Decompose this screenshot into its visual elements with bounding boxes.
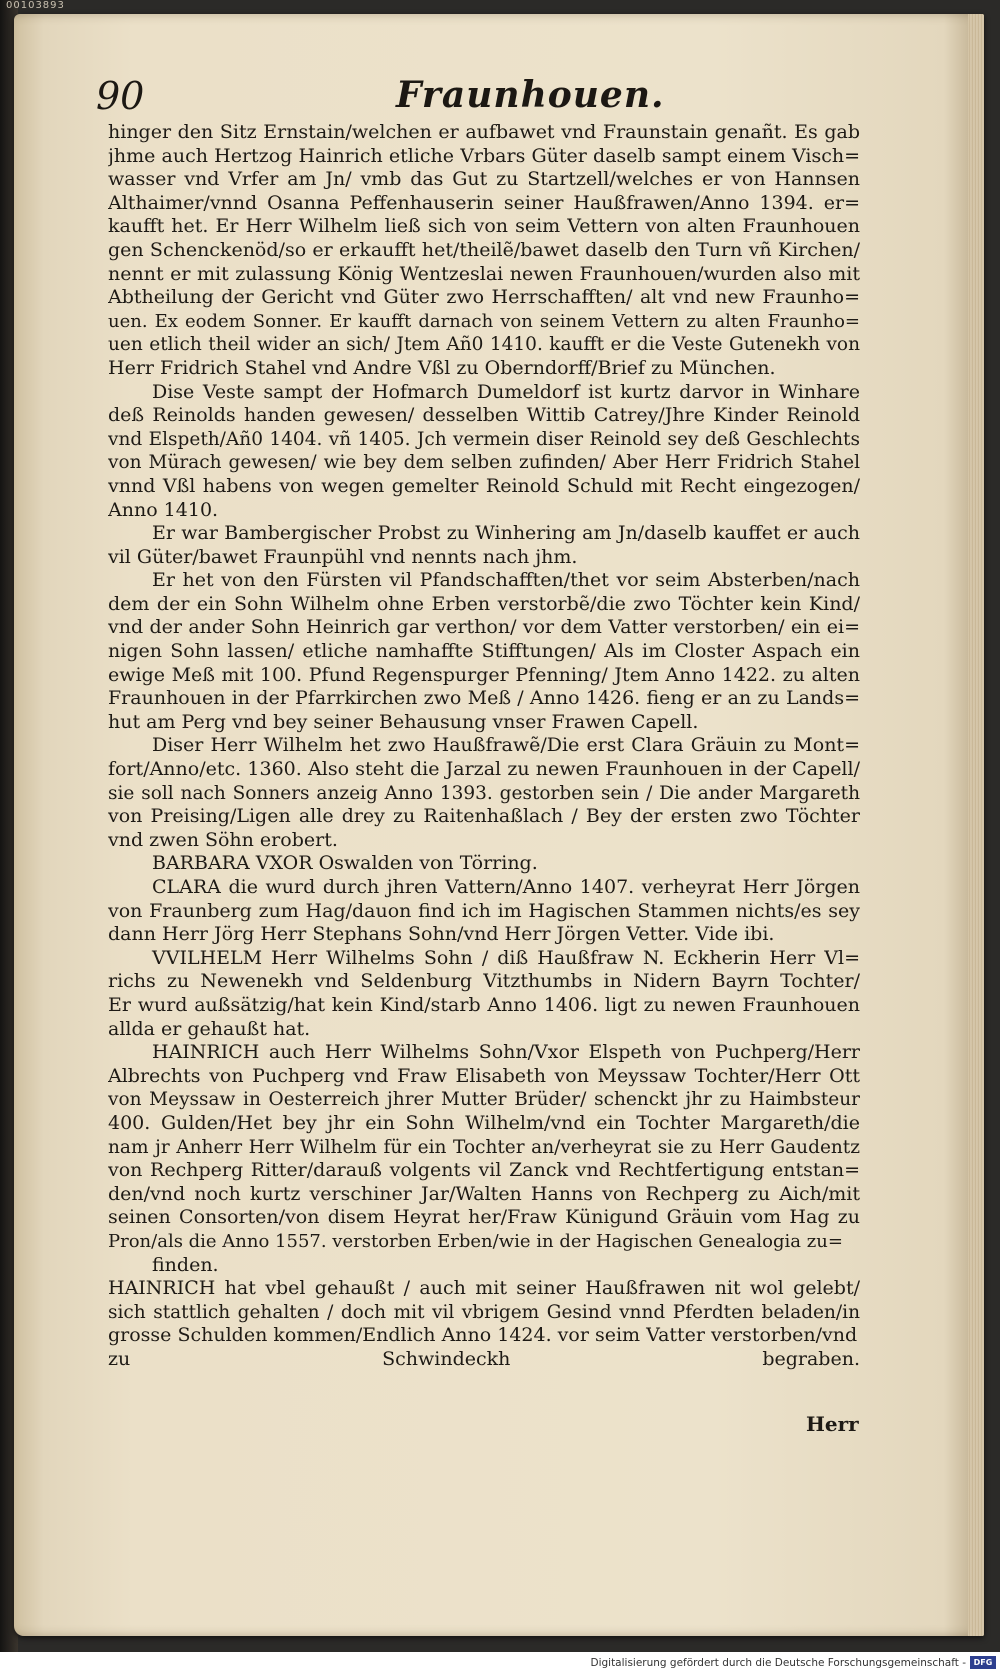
text-line: nam jr Anherr Herr Wilhelm für ein Tochter an/verheyrat sie zu Herr Gaudentz — [108, 1136, 860, 1158]
text-line: hut am Perg vnd bey seiner Behausung vnser Frawen Capell. — [108, 710, 699, 733]
text-line: grosse Schulden kommen/Endlich Anno 1424. vor seim Vatter verstorben/vnd — [108, 1324, 858, 1347]
text-line: von Fraunberg zum Hag/dauon find ich im Hagischen Stammen nichts/es sey — [108, 899, 860, 922]
text-line: finden. — [152, 1253, 219, 1276]
text-line: vnd zwen Söhn erobert. — [108, 828, 338, 851]
dfg-logo: DFG — [970, 1656, 996, 1669]
text-line: vnnd Vßl habens von wegen gemelter Reinold Schuld mit Recht eingezogen/ — [108, 474, 860, 497]
text-line: den/vnd noch kurtz verschiner Jar/Walten Hanns von Rechperg zu Aich/mit — [108, 1182, 860, 1205]
text-line: Althaimer/vnnd Osanna Peffenhauserin seiner Haußfrawen/Anno 1394. er= — [108, 191, 860, 214]
text-line: Dise Veste sampt der Hofmarch Dumeldorf ist kurtz darvor in Winhare — [152, 380, 860, 403]
text-line: hinger den Sitz Ernstain/welchen er aufbawet vnd Fraunstain genañt. Es gab — [108, 121, 860, 143]
text-line: 400. Gulden/Het bey jhr ein Sohn Wilhelm/vnd ein Tochter Margareth/die — [108, 1111, 860, 1134]
text-line: Herr Fridrich Stahel vnd Andre Vßl zu Oberndorff/Brief zu München. — [108, 356, 776, 379]
text-line: zu Schwindeckh begraben. — [108, 1347, 860, 1370]
text-line: Pron/als die Anno 1557. verstorben Erben/wie in der Hagischen Genealogia zu= — [108, 1230, 843, 1252]
text-line: BARBARA VXOR Oswalden von Törring. — [152, 852, 538, 875]
running-title: Fraunhouen. — [396, 74, 665, 116]
digitization-footer — [0, 1652, 1000, 1674]
text-line: HAINRICH auch Herr Wilhelms Sohn/Vxor Elspeth von Puchperg/Herr — [152, 1041, 860, 1064]
page-edge — [968, 14, 984, 1636]
text-line: von Preising/Ligen alle drey zu Raitenhaßlach / Bey der ersten zwo Töchter — [108, 805, 860, 828]
text-line: Abtheilung der Gericht vnd Güter zwo Herrschafften/ alt vnd new Fraunho= — [108, 286, 860, 309]
footer-credit: Digitalisierung gefördert durch die Deutsche Forschungsgemeinschaft - — [590, 1657, 966, 1669]
text-line: richs zu Newenekh vnd Seldenburg Vitzthumbs in Nidern Bayrn Tochter/ — [108, 970, 860, 993]
text-line: dann Herr Jörg Herr Stephans Sohn/vnd Herr Jörgen Vetter. Vide ibi. — [108, 923, 775, 946]
text-line: kaufft het. Er Herr Wilhelm ließ sich von seim Vettern von alten Fraunhouen — [108, 215, 860, 238]
page-number: 90 — [96, 74, 145, 118]
text-line: allda er gehaußt hat. — [108, 1017, 311, 1040]
text-line: dem der ein Sohn Wilhelm ohne Erben verstorbẽ/die zwo Töchter kein Kind/ — [108, 592, 860, 615]
text-line: Diser Herr Wilhelm het zwo Haußfrawẽ/Die erst Clara Gräuin zu Mont= — [152, 734, 860, 757]
text-line: uen etlich theil wider an sich/ Jtem Añ0 1410. kaufft er die Veste Gutenekh von — [108, 334, 860, 356]
text-line: Albrechts von Puchperg vnd Fraw Elisabeth von Meyssaw Tochter/Herr Ott — [108, 1064, 860, 1087]
text-line: wasser vnd Vrfer am Jn/ vmb das Gut zu Startzell/welches er von Hannsen — [108, 168, 860, 191]
text-line: Anno 1410. — [108, 498, 219, 521]
scan-id-label: 00103893 — [6, 0, 65, 11]
text-line: sie soll nach Sonners anzeig Anno 1393. gestorben sein / Die ander Margareth — [108, 782, 860, 804]
text-line: sich stattlich gehalten / doch mit vil vbrigem Gesind vnnd Pferdten beladen/in — [108, 1301, 860, 1323]
text-line: Fraunhouen in der Pfarrkirchen zwo Meß / Anno 1426. fieng er an zu Lands= — [108, 687, 860, 710]
text-line: von Rechperg Ritter/darauß volgents vil Zanck vnd Rechtfertigung entstan= — [108, 1159, 860, 1182]
catchword: Herr — [806, 1412, 859, 1436]
text-line: uen. Ex eodem Sonner. Er kaufft darnach von seinem Vettern zu alten Fraunho= — [108, 310, 860, 332]
text-line: deß Reinolds handen gewesen/ desselben Wittib Catrey/Jhre Kinder Reinold — [108, 404, 860, 427]
text-line: Er wurd außsätzig/hat kein Kind/starb Anno 1406. ligt zu newen Fraunhouen — [108, 993, 860, 1016]
text-line: nennt er mit zulassung König Wentzeslai newen Fraunhouen/wurden also mit — [108, 262, 860, 285]
text-line: Er war Bambergischer Probst zu Winhering am Jn/daselb kauffet er auch — [152, 522, 860, 545]
text-line: jhme auch Hertzog Hainrich etliche Vrbars Güter daselb sampt einem Visch= — [108, 144, 860, 167]
page-header — [96, 72, 856, 120]
text-line: nigen Sohn lassen/ etliche namhaffte Stifftungen/ Als im Closter Aspach ein — [108, 640, 860, 663]
text-line: HAINRICH hat vbel gehaußt / auch mit seiner Haußfrawen nit wol gelebt/ — [108, 1277, 860, 1300]
text-line: von Mürach gewesen/ wie bey dem selben zufinden/ Aber Herr Fridrich Stahel — [108, 452, 860, 474]
body-text — [108, 121, 860, 1371]
text-line: CLARA die wurd durch jhren Vattern/Anno 1407. verheyrat Herr Jörgen — [152, 876, 860, 898]
text-line: fort/Anno/etc. 1360. Also steht die Jarzal zu newen Fraunhouen in der Capell/ — [108, 758, 860, 781]
text-line: Er het von den Fürsten vil Pfandschafften/thet vor seim Absterben/nach — [152, 569, 860, 592]
text-line: seinen Consorten/von disem Heyrat her/Fraw Künigund Gräuin vom Hag zu — [108, 1206, 860, 1229]
text-line: VVILHELM Herr Wilhelms Sohn / diß Haußfraw N. Eckherin Herr Vl= — [152, 946, 860, 969]
text-line: ewige Meß mit 100. Pfund Regenspurger Pfenning/ Jtem Anno 1422. zu alten — [108, 663, 860, 686]
text-line: vnd der ander Sohn Heinrich gar verthon/ vor dem Vatter verstorben/ ein ei= — [108, 616, 860, 639]
text-line: vnd Elspeth/Añ0 1404. vñ 1405. Jch vermein diser Reinold sey deß Geschlechts — [108, 428, 860, 450]
text-line: gen Schenckenöd/so er erkaufft het/theilẽ/bawet daselb den Turn vñ Kirchen/ — [108, 238, 860, 261]
text-line: vil Güter/bawet Fraunpühl vnd nennts nach jhm. — [108, 545, 578, 568]
text-line: von Meyssaw in Oesterreich jhrer Mutter Brüder/ schenckt jhr zu Haimbsteur — [108, 1089, 860, 1111]
